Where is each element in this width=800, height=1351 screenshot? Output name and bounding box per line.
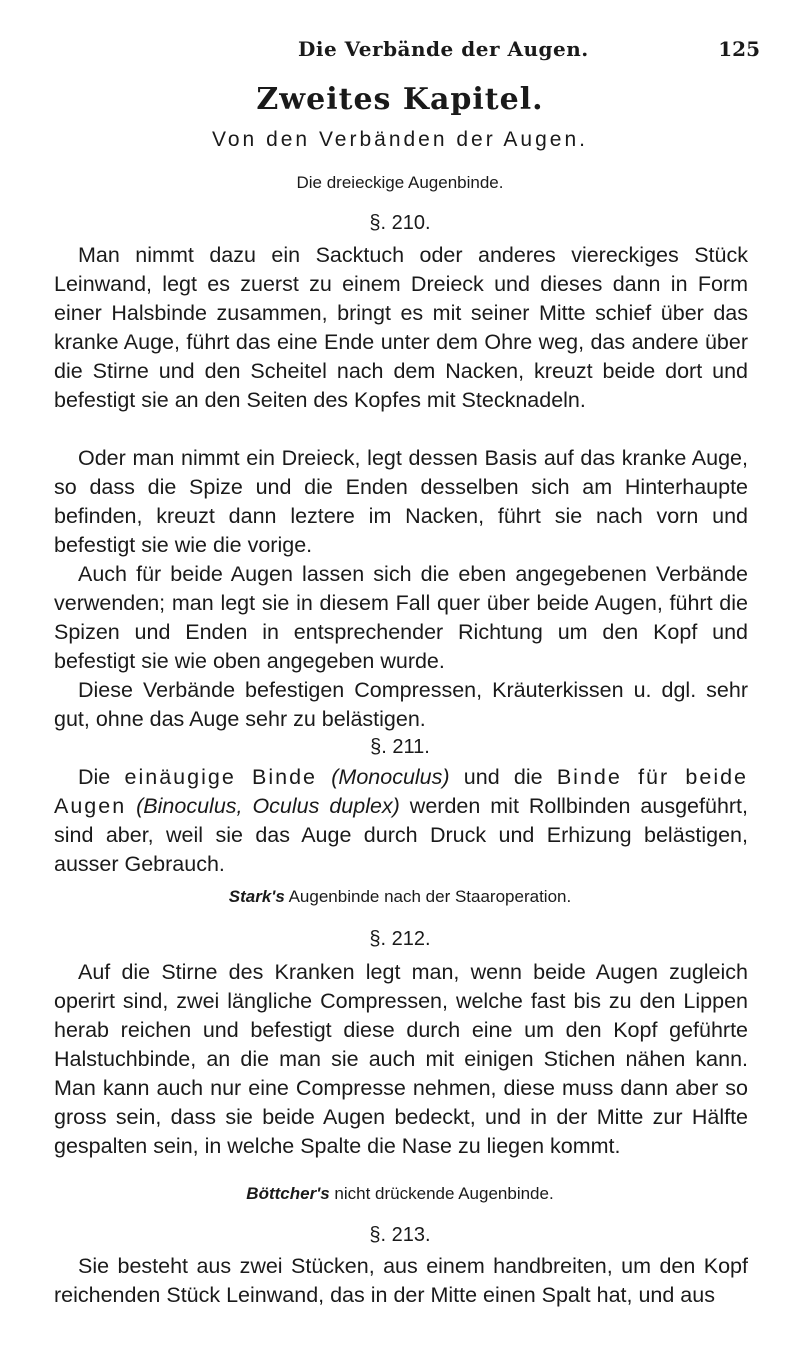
latin-term: (Monoculus) (331, 765, 450, 789)
section-heading-triangular-bandage: Die dreieckige Augenbinde. (296, 173, 504, 192)
paragraph-mark-213: §. 213. (369, 1224, 431, 1246)
paragraph-text: Auf die Stirne des Kranken legt man, wenn beide Augen zugleich operirt sind, zwei längliche Compressen, welche fast bis zu den Lippen herab reichen und befestigt diese durch eine um den Kopf geführte Halstuchbinde, an die man sie auch mit einigen Stichen nähen kann. Man kann auch nur eine Compresse nehmen, diese muss dann aber so gross sein, dass sie beide Augen bedeckt, und in der Mitte zur Hälfte gespalten sein, in welche Spalte die Nase zu liegen kommt. (54, 960, 748, 1158)
latin-term: (Binoculus, Oculus duplex) (136, 794, 400, 818)
paragraph-mark-210: §. 210. (369, 212, 431, 234)
page-header (40, 37, 760, 77)
paragraph-mark-211: §. 211. (370, 736, 430, 758)
paragraph-text: Sie besteht aus zwei Stücken, aus einem handbreiten, um den Kopf reichenden Stück Leinwand, das in der Mitte einen Spalt hat, und aus (54, 1254, 748, 1307)
paragraph-text: Auch für beide Augen lassen sich die eben angegebenen Verbände verwenden; man legt sie in diesem Fall quer über beide Augen, führt die Spizen und Enden in entsprechender Richtung um den Kopf und befestigt sie wie oben angegeben wurde. (54, 562, 748, 673)
chapter-title: Zweites Kapitel. (256, 82, 544, 117)
page-number: 125 (718, 37, 760, 61)
paragraph-text: Diese Verbände befestigen Compressen, Kräuterkissen u. dgl. sehr gut, ohne das Auge sehr zu belästigen. (54, 678, 748, 731)
chapter-subtitle: Von den Verbänden der Augen. (212, 128, 588, 151)
paragraph-mark-212: §. 212. (369, 928, 431, 950)
paragraph-text-211: Die einäugige Binde (Monoculus) und die Binde für beide Augen (Binoculus, Oculus duplex) werden mit Rollbinden ausgeführt, sind aber, weil sie das Auge durch Druck und Erhizung belästigen, ausser Gebrauch. (54, 765, 749, 876)
section-heading-stark: Stark's Augenbinde nach der Staaroperation. (228, 887, 572, 906)
paragraph-text: Oder man nimmt ein Dreieck, legt dessen Basis auf das kranke Auge, so dass die Spize und die Enden desselben sich am Hinterhaupte befinden, kreuzt dann leztere im Nacken, führt sie nach vorn und befestigt sie wie die vorige. (54, 446, 748, 557)
term-monocular-bandage: einäugige Binde (124, 765, 317, 789)
paragraph-text: Man nimmt dazu ein Sacktuch oder anderes viereckiges Stück Leinwand, legt es zuerst zu einem Dreieck und dieses dann in Form einer Halsbinde zusammen, bringt es mit seiner Mitte schief über das kranke Auge, führt das eine Ende unter dem Ohre weg, das andere über die Stirne und den Scheitel nach dem Nacken, kreuzt beide dort und befestigt sie an den Seiten des Kopfes mit Stecknadeln. (54, 243, 748, 412)
running-title: Die Verbände der Augen. (298, 37, 589, 61)
section-heading-boettcher: Böttcher's nicht drückende Augenbinde. (246, 1184, 554, 1203)
term-binocular-bandage: Binde für beide Augen (54, 765, 749, 818)
